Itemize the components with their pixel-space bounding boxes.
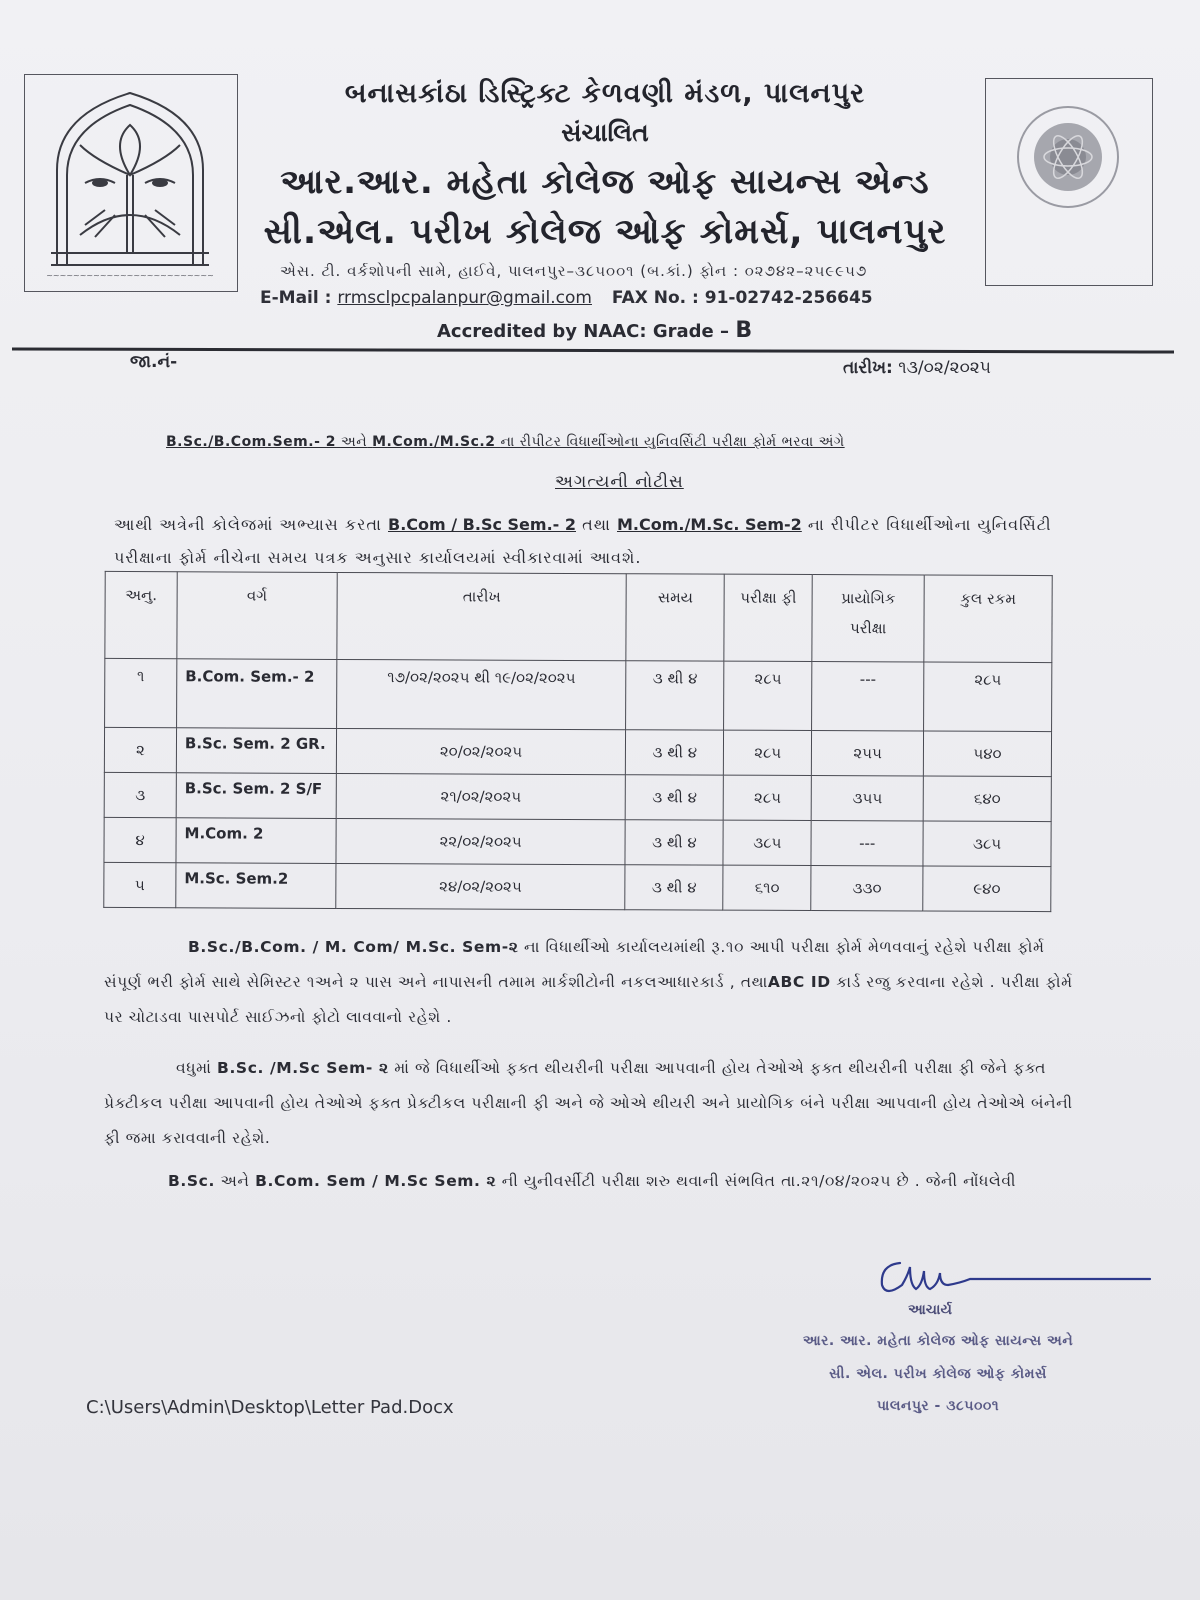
exam-fee-schedule-table — [103, 571, 1052, 912]
intro-text-3: ના રીપીટર વિધાર્થીઓના યુનિવર્સિટી પરીક્ષાના ફોર્મ નીચેના સમય પત્રક અનુસાર કાર્યાલયમાં સ્વીકારવામાં આવશે. — [114, 515, 1052, 567]
para1-courses: B.Sc./B.Com. / M. Com/ M.Sc. Sem-૨ — [188, 938, 519, 956]
college-name-line2: સી.એલ. પરીખ કોલેજ ઓફ કોમર્સ, પાલનપુર — [263, 212, 947, 252]
cell-serial: ૩ — [104, 772, 176, 817]
header-divider — [12, 347, 1174, 353]
table-row — [105, 658, 1052, 731]
subject-text: ના રીપીટર વિધાર્થીઓના યુનિવર્સિટી પરીક્ષા ફોર્મ ભરવા અંગે — [500, 434, 845, 450]
cell-date: ૨૪/૦૨/૨૦૨૫ — [336, 863, 626, 909]
col-exam-fee: પરીક્ષા ફી — [724, 574, 812, 661]
cell-date: ૨૦/૦૨/૨૦૨૫ — [336, 728, 626, 774]
cell-total: ૩૮૫ — [923, 821, 1051, 867]
cell-class: M.Com. 2 — [176, 818, 336, 864]
table-row — [104, 727, 1051, 776]
cell-serial: ૨ — [104, 727, 176, 772]
col-class: વર્ગ — [177, 572, 337, 660]
intro-text-2: તથા — [582, 515, 611, 534]
cell-date: ૧૭/૦૨/૨૦૨૫ થી ૧૯/૦૨/૨૦૨૫ — [336, 659, 626, 729]
cell-serial: ૧ — [105, 658, 177, 727]
seal-icon — [986, 79, 1151, 284]
cell-total: ૫૪૦ — [923, 731, 1051, 777]
cell-class: B.Sc. Sem. 2 S/F — [176, 773, 336, 819]
table-row — [104, 772, 1051, 821]
stamp-line-2: સી. એલ. પરીખ કોલેજ ઓફ કોમર્સ — [829, 1366, 1047, 1382]
college-address: એસ. ટી. વર્કશોપની સામે, હાઈવે, પાલનપુર–૩૮૫૦૦૧ (બ.કાં.) ફોન : ૦૨૭૪૨–૨૫૯૯૫૭ — [280, 262, 868, 280]
cell-total: ૨૮૫ — [924, 662, 1052, 732]
intro-course-1: B.Com / B.Sc Sem.- 2 — [388, 515, 576, 534]
college-emblem-logo — [24, 74, 238, 292]
letter-date — [843, 358, 991, 378]
contact-line — [260, 288, 873, 308]
para1-abc-id: ABC ID — [767, 973, 831, 991]
col-time: સમય — [626, 574, 724, 661]
subject-course2: M.Com./M.Sc.2 — [372, 434, 496, 450]
para2-text-1: વધુમાં — [176, 1059, 212, 1077]
cell-practical-fee: --- — [811, 821, 923, 866]
accreditation-line — [437, 318, 752, 343]
accreditation-text: Accredited by NAAC: Grade – — [437, 321, 730, 342]
cell-date: ૨૧/૦૨/૨૦૨૫ — [336, 773, 626, 819]
emblem-icon — [25, 75, 236, 290]
cell-class: B.Sc. Sem. 2 GR. — [176, 728, 336, 774]
cell-exam-fee: ૨૮૫ — [724, 661, 812, 730]
notice-title: અગત્યની નોટીસ — [555, 472, 684, 492]
cell-practical-fee: ૩૫૫ — [811, 776, 923, 821]
cell-date: ૨૨/૦૨/૨૦૨૫ — [336, 818, 626, 864]
cell-serial: ૫ — [104, 862, 176, 907]
cell-time: ૩ થી ૪ — [625, 820, 723, 865]
cell-exam-fee: ૩૮૫ — [723, 820, 811, 865]
para1-text-1: ના વિધાર્થીઓ કાર્યાલયમાંથી રૂ.૧૦ આપી પરીક્ષા ફોર્મ મેળવવાનું રહેશે પરીક્ષા ફોર્મ સંપૂર્ણ ભરી ફોર્મ સાથે સેમિસ્ટર ૧અને ૨ પાસ અને નાપાસની તમામ માર્કશીટોની નકલઆધારકાર્ડ , તથા — [104, 938, 1045, 991]
cell-class: M.Sc. Sem.2 — [176, 863, 336, 909]
para2-text-2: માં જે વિધાર્થીઓ ફક્ત થીયરીની પરીક્ષા આપવાની હોય તેઓએ ફક્ત થીયરીની પરીક્ષા ફી જેને ફક્ત પ્રેક્ટીકલ પરીક્ષા આપવાની હોય તેઓએ ફક્ત પ્રેક્ટીકલ પરીક્ષાની ફી અને જે ઓએ થીયરી અને પ્રાયોગિક બંને પરીક્ષા આપવાની હોય તેઓએ બંનેની ફી જમા કરાવવાની રહેશે. — [104, 1059, 1073, 1147]
cell-serial: ૪ — [104, 817, 176, 862]
stamp-line-3: પાલનપુર - ૩૮૫૦૦૧ — [876, 1398, 1000, 1414]
fax-number: FAX No. : 91-02742-256645 — [611, 288, 873, 308]
managed-by-label: સંચાલિત — [561, 118, 649, 147]
intro-text-1: આથી અત્રેની કોલેજમાં અભ્યાસ કરતા — [114, 515, 382, 534]
para3-course-2: B.Com. Sem / M.Sc Sem. ૨ — [255, 1172, 497, 1190]
notice-subject — [166, 434, 845, 450]
instructions-paragraph-2 — [104, 1051, 1074, 1156]
trust-name: બનાસકાંઠા ડિસ્ટ્રિક્ટ કેળવણી મંડળ, પાલનપુર — [344, 78, 866, 109]
para1-text-2: કાર્ડ રજુ કરવાના રહેશે . પરીક્ષા ફોર્મ પર ચોટાડવા પાસપોર્ટ સાઈઝનો ફોટો લાવવાનો રહેશે . — [104, 973, 1073, 1026]
subject-course1: B.Sc./B.Com.Sem.- 2 — [166, 434, 337, 450]
email-address: rrmsclpcpalanpur@gmail.com — [337, 288, 592, 308]
col-practical-fee: પ્રાયોગિક પરીક્ષા — [812, 575, 924, 662]
document-file-path: C:\Users\Admin\Desktop\Letter Pad.Docx — [86, 1397, 454, 1418]
date-label: તારીખ: — [843, 358, 893, 378]
stamp-line-1: આર. આર. મહેતા કોલેજ ઓફ સાયન્સ અને — [802, 1333, 1074, 1349]
cell-practical-fee: --- — [812, 662, 924, 731]
para3-course-1: B.Sc. — [168, 1172, 215, 1190]
para3-text: ની યુનીવર્સીટી પરીક્ષા શરુ થવાની સંભવિત તા.૨૧/૦૪/૨૦૨૫ છે . જેની નોંધલેવી — [501, 1172, 1017, 1190]
subject-and: અને — [340, 434, 368, 450]
table-row — [104, 862, 1051, 911]
cell-total: ૯૪૦ — [923, 866, 1051, 912]
cell-time: ૩ થી ૪ — [626, 661, 724, 730]
para3-and: અને — [220, 1172, 250, 1190]
cell-exam-fee: ૨૮૫ — [724, 730, 812, 775]
cell-time: ૩ થી ૪ — [625, 865, 723, 910]
reference-number-label: જા.નં- — [130, 352, 178, 372]
date-value: ૧૩/૦૨/૨૦૨૫ — [898, 358, 991, 378]
col-total: કુલ રકમ — [924, 575, 1052, 663]
instructions-paragraph-3 — [104, 1164, 1074, 1199]
email-label: E-Mail : — [260, 288, 332, 308]
cell-time: ૩ થી ૪ — [626, 775, 724, 820]
cell-practical-fee: ૩૩૦ — [811, 866, 923, 911]
college-name-line1: આર.આર. મહેતા કોલેજ ઓફ સાયન્સ એન્ડ — [280, 162, 930, 202]
intro-course-2: M.Com./M.Sc. Sem-2 — [617, 515, 802, 534]
col-date: તારીખ — [337, 572, 627, 660]
principal-title: આચાર્ય — [908, 1302, 952, 1318]
intro-paragraph — [114, 508, 1074, 574]
svg-text:~~~~~~~~~~~~~~~~~~~~~~~~~: ~~~~~~~~~~~~~~~~~~~~~~~~~ — [46, 271, 214, 280]
cell-exam-fee: ૨૮૫ — [723, 775, 811, 820]
col-serial: અનુ. — [105, 571, 177, 658]
cell-exam-fee: ૬૧૦ — [723, 865, 811, 910]
principal-signature — [870, 1245, 1160, 1305]
cell-practical-fee: ૨૫૫ — [812, 731, 924, 776]
para2-courses: B.Sc. /M.Sc Sem- ૨ — [217, 1059, 389, 1077]
institute-seal-logo — [985, 78, 1153, 286]
naac-grade: B — [735, 318, 753, 343]
cell-class: B.Com. Sem.- 2 — [177, 659, 337, 729]
instructions-paragraph-1 — [104, 930, 1074, 1035]
cell-total: ૬૪૦ — [923, 776, 1051, 822]
table-row — [104, 817, 1051, 866]
table-header-row — [105, 571, 1052, 662]
cell-time: ૩ થી ૪ — [626, 730, 724, 775]
